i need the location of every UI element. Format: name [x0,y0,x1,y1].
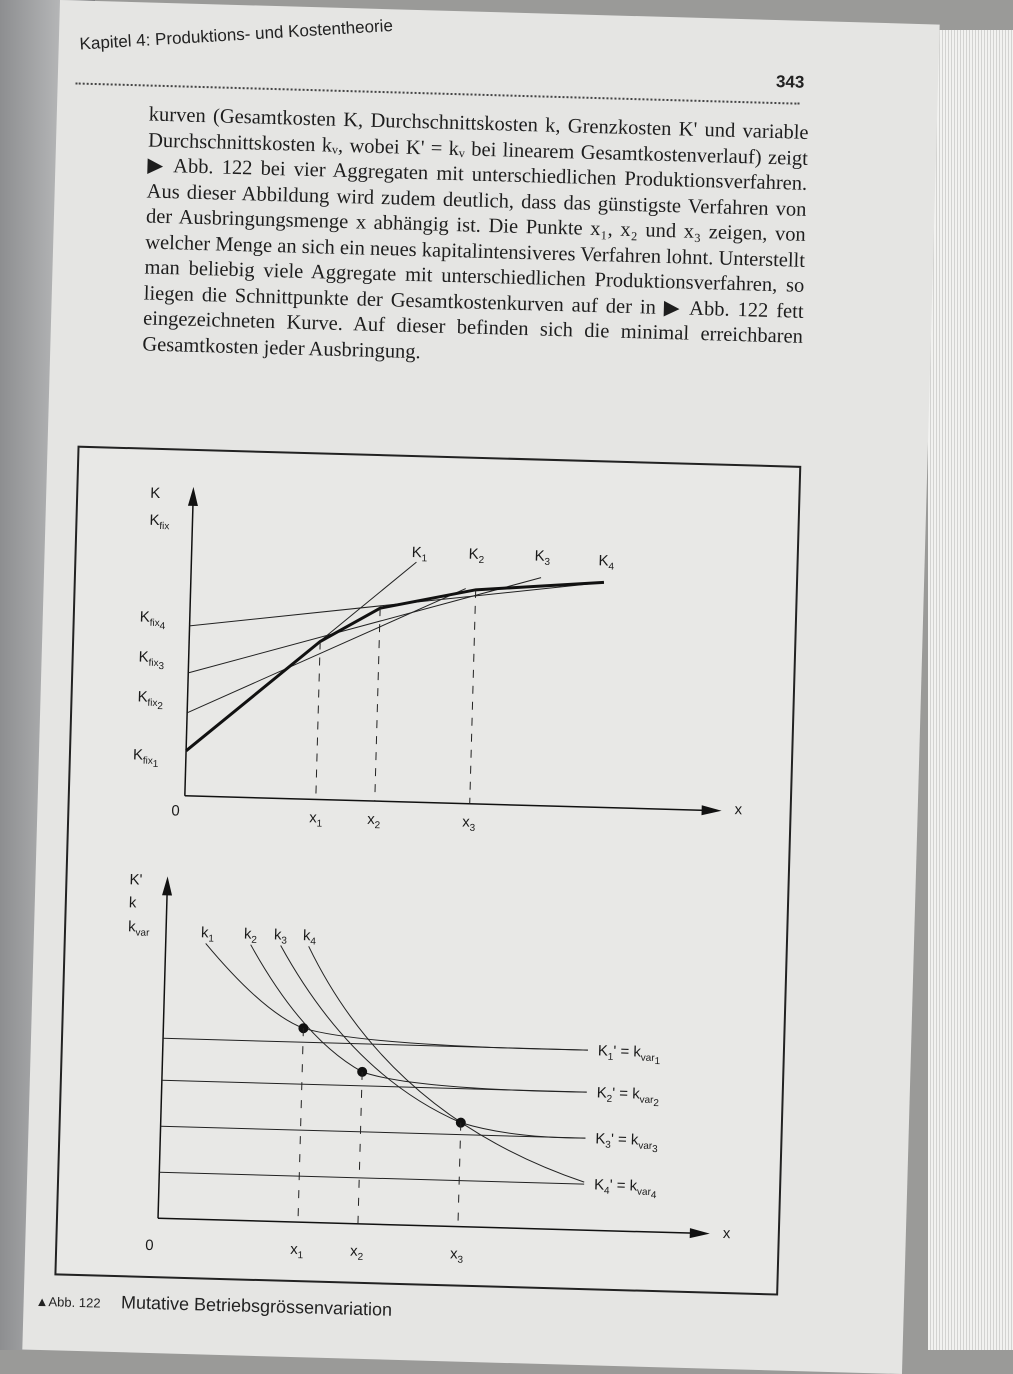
header-divider [76,82,800,104]
avg-label-k3: $k_3$ [273,926,288,947]
top-y-arrow [188,487,199,506]
curve-label-k3: $K_3$ [534,547,551,568]
top-drop-x3 [470,590,476,804]
bottom-y-label-kprime: K' [129,871,143,889]
bottom-y-label-k: k [128,894,137,912]
top-tick-x1: $x_1$ [309,809,323,830]
top-x-arrow [701,805,721,816]
page-stack-edges [928,30,1013,1350]
figure-title: Mutative Betriebsgrössenvariation [120,1292,393,1320]
top-y-axis [185,501,193,796]
bottom-tick-x3: $x_3$ [449,1245,464,1266]
avg-curve-k2 [247,945,591,1093]
curve-label-k4: $K_4$ [598,552,615,573]
body-paragraph: kurven (Gesamtkosten K, Durchschnittskosten k, Grenzkosten K' und variable Durchschnittskosten kᵥ, wobei K' = kᵥ bei linearem Gesamtkostenverlauf) zeigt ▶ Abb. 122 bei vier Aggregaten mit unterschiedlichen Produktionsverfahren. Aus dieser Abbildung wird zudem deutlich, dass das günstigste Verfahren von der Ausbringungsmenge x abhängig ist. Die Punkte x₁, x₂ und x₃ zeigen, von welcher Menge an sich ein neues kapitalintensiveres Verfahren lohnt. Unterstellt man beliebig viele Aggregate mit unterschiedlichen Produktionsverfahren, so liegen die Schnittpunkte der Gesamtkostenkurven auf der in ▶ Abb. 122 fett eingezeichneten Kurve. Auf dieser befinden sich die minimal erreichbaren Gesamtkosten jeder Ausbringung. [142,103,809,363]
top-tick-x3: $x_3$ [461,813,476,834]
intercept-kfix3: $K_{fix3}$ [138,648,165,673]
top-drop-x1 [316,642,320,800]
avg-label-k2: $k_2$ [243,925,258,946]
avg-curve-k1 [203,943,591,1050]
bottom-y-label-kvar: $k_{var}$ [127,918,150,939]
kvar-label-2: $K_2' = k_{var2}$ [596,1084,660,1110]
intercept-kfix2: $K_{fix2}$ [137,688,164,713]
avg-label-k1: $k_1$ [200,924,215,945]
body-text [142,103,809,376]
bottom-origin: 0 [145,1236,154,1255]
top-x-label: x [734,801,743,819]
figure-caption [35,1290,392,1321]
bottom-y-arrow [162,876,173,895]
avg-curve-k4 [302,946,590,1182]
top-envelope-curve [186,571,604,762]
top-y-label-k: K [150,484,161,502]
bottom-drop-x2 [358,1072,362,1224]
top-chart [131,484,751,841]
bottom-x-arrow [690,1228,710,1239]
bottom-tick-x1: $x_1$ [289,1240,304,1262]
top-line-k3 [188,568,541,683]
curve-label-k1: $K_1$ [411,544,428,565]
bottom-drop-x3 [458,1123,461,1227]
top-tick-x2: $x_2$ [367,810,381,832]
top-x-axis [185,796,710,811]
avg-label-k4: $k_4$ [302,927,317,948]
top-line-k2 [187,581,466,721]
figure-frame [54,446,801,1296]
kvar-line-3 [161,1126,586,1138]
bottom-tick-x2: $x_2$ [349,1242,364,1263]
bottom-drop-x1 [298,1028,303,1222]
running-head: Kapitel 4: Produktions- und Kostentheorie [79,15,394,54]
book-page [22,0,939,1374]
bottom-x-axis [158,1218,698,1233]
intercept-kfix4: $K_{fix4}$ [139,608,166,633]
page-number: 343 [775,72,805,92]
bottom-chart [119,871,741,1273]
intercept-kfix1: $K_{fix1}$ [132,746,159,771]
top-y-label-kfix: $K_{fix}$ [149,511,170,533]
kvar-label-1: $K_1' = k_{var1}$ [597,1042,661,1068]
kvar-label-4: $K_4' = k_{var4}$ [593,1176,657,1202]
figure-number: ▲Abb. 122 [35,1293,101,1311]
kvar-label-3: $K_3' = k_{var3}$ [595,1130,658,1156]
bottom-y-axis [158,890,167,1218]
top-drop-x2 [375,608,380,801]
figure-diagram [56,448,799,1294]
kvar-line-4 [159,1172,584,1184]
curve-label-k2: $K_2$ [468,545,485,567]
bottom-x-label: x [722,1224,731,1243]
top-origin: 0 [171,802,180,820]
